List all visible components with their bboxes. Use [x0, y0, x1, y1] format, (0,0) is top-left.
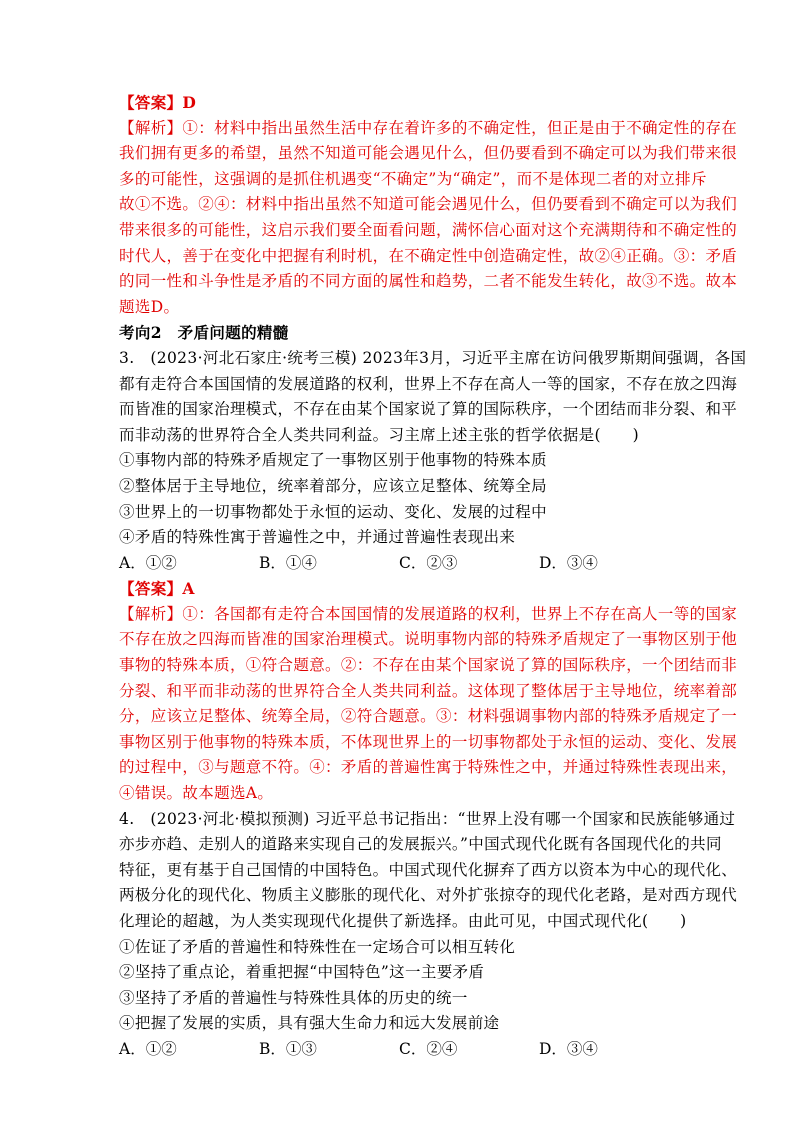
analysis-line: 的同一性和斗争性是矛盾的不同方面的属性和趋势，二者不能发生转化，故③不选。故本	[119, 272, 738, 291]
answer-options	[119, 1037, 684, 1063]
option-c: C．②③	[399, 553, 458, 572]
question-3	[119, 346, 747, 807]
question-stem-line: 特征，更有基于自己国情的中国特色。中国式现代化摒弃了西方以资本为中心的现代化、	[119, 860, 738, 879]
option-d: D．③④	[539, 1039, 598, 1058]
statement-item: ①佐证了矛盾的普遍性和特殊性在一定场合可以相互转化	[119, 937, 516, 956]
question-stem-line: 两极分化的现代化、物质主义膨胀的现代化、对外扩张掠夺的现代化老路，是对西方现代	[119, 886, 738, 905]
statement-item: ④把握了发展的实质，具有强大生命力和远大发展前途	[119, 1014, 500, 1033]
q3-answer: 【答案】A	[119, 579, 195, 599]
analysis-line: 事物的特殊本质，①符合题意。②：不存在由某个国家说了算的国际秩序，一个团结而非	[119, 656, 738, 675]
question-4	[119, 807, 738, 1063]
answer-options	[119, 551, 684, 577]
q3-analysis	[119, 602, 738, 807]
analysis-line: ④错误。故本题选A。	[119, 784, 274, 803]
analysis-line: 事物区别于他事物的特殊本质，不体现世界上的一切事物都处于永恒的运动、变化、发展	[119, 732, 738, 751]
analysis-line: 分裂、和平而非动荡的世界符合全人类共同利益。这体现了整体居于主导地位，统率着部	[119, 681, 738, 700]
statement-item: ①事物内部的特殊矛盾规定了一事物区别于他事物的特殊本质	[119, 451, 547, 470]
statement-item: ③世界上的一切事物都处于永恒的运动、变化、发展的过程中	[119, 502, 547, 521]
analysis-line: 题选D。	[119, 297, 180, 316]
question-stem-line: 亦步亦趋、走别人的道路来实现自己的发展振兴。”中国式现代化既有各国现代化的共同	[119, 835, 722, 854]
analysis-line: 故①不选。②④：材料中指出虽然不知道可能会遇见什么，但仍要看到不确定可以为我们	[119, 195, 738, 214]
question-stem-line: 而非动荡的世界符合全人类共同利益。习主席上述主张的哲学依据是( )	[119, 425, 639, 444]
document-page	[119, 90, 747, 1063]
option-d: D．③④	[539, 553, 598, 572]
analysis-line: 分，应该立足整体、统筹全局，②符合题意。③：材料强调事物内部的特殊矛盾规定了一	[119, 707, 738, 726]
statement-item: ②坚持了重点论，着重把握“中国特色”这一主要矛盾	[119, 963, 485, 982]
q2-analysis	[119, 116, 738, 321]
analysis-line: 带来很多的可能性，这启示我们要全面看问题，满怀信心面对这个充满期待和不确定性的	[119, 220, 738, 239]
section-title: 考向2 矛盾问题的精髓	[119, 323, 289, 343]
analysis-line: 多的可能性，这强调的是抓住机遇变“不确定”为“确定”，而不是体现二者的对立排斥	[119, 169, 707, 188]
analysis-line: 不存在放之四海而皆准的国家治理模式。说明事物内部的特殊矛盾规定了一事物区别于他	[119, 630, 738, 649]
statement-item: ②整体居于主导地位，统率着部分，应该立足整体、统筹全局	[119, 476, 547, 495]
statement-item: ③坚持了矛盾的普遍性与特殊性具体的历史的统一	[119, 988, 468, 1007]
option-a: A．①②	[119, 1039, 177, 1058]
question-stem-line: 而皆准的国家治理模式，不存在由某个国家说了算的国际秩序，一个团结而非分裂、和平	[119, 400, 738, 419]
statement-item: ④矛盾的特殊性寓于普遍性之中，并通过普遍性表现出来	[119, 528, 516, 547]
question-stem-line: 都有走符合本国国情的发展道路的权利，世界上不存在高人一等的国家，不存在放之四海	[119, 374, 738, 393]
analysis-line: 时代人，善于在变化中把握有利时机，在不确定性中创造确定性，故②④正确。③：矛盾	[119, 246, 738, 265]
option-b: B．①③	[259, 1039, 317, 1058]
analysis-line: 【解析】①：材料中指出虽然生活中存在着许多的不确定性，但正是由于不确定性的存在	[119, 118, 738, 137]
option-c: C．②④	[399, 1039, 458, 1058]
option-b: B．①④	[259, 553, 317, 572]
q2-answer: 【答案】D	[119, 93, 197, 112]
option-a: A．①②	[119, 553, 177, 572]
question-stem-line: 化理论的超越，为人类实现现代化提供了新选择。由此可见，中国式现代化( )	[119, 912, 687, 930]
analysis-line: 的过程中，③与题意不符。④：矛盾的普遍性寓于特殊性之中，并通过特殊性表现出来，	[119, 758, 738, 777]
question-stem-line: 4. (2023·河北·模拟预测) 习近平总书记指出：“世界上没有哪一个国家和民族能够通过	[119, 809, 736, 828]
question-stem-line: 3. (2023·河北石家庄·统考三模) 2023年3月，习近平主席在访问俄罗斯期间强调，各国	[119, 348, 747, 367]
analysis-line: 我们拥有更多的希望，虽然不知道可能会遇见什么，但仍要看到不确定可以为我们带来很	[119, 144, 738, 163]
analysis-line: 【解析】①：各国都有走符合本国国情的发展道路的权利，世界上不存在高人一等的国家	[119, 604, 738, 623]
